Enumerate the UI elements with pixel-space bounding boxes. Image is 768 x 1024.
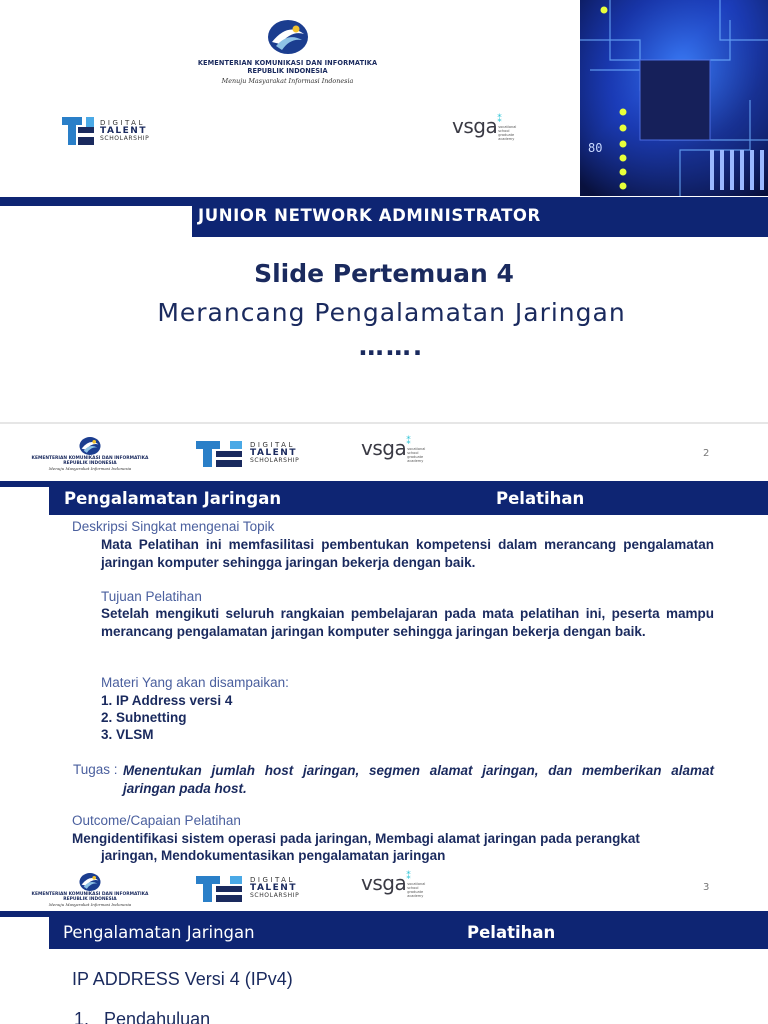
kominfo-country: REPUBLIK INDONESIA bbox=[63, 897, 117, 902]
materials-label: Materi Yang akan disampaikan: bbox=[101, 675, 289, 690]
vsga-tagline: vocational school graduate academy bbox=[407, 882, 426, 898]
dts-emblem-icon bbox=[194, 872, 246, 904]
kominfo-logo bbox=[30, 872, 150, 907]
outcome-label: Outcome/Capaian Pelatihan bbox=[72, 813, 241, 828]
dts-emblem-icon bbox=[60, 113, 96, 149]
vsga-word: vsga bbox=[452, 114, 498, 138]
vsga-spark-icon: ⁑ bbox=[406, 437, 411, 447]
vsga-word: vsga bbox=[361, 871, 407, 895]
slide-header-bar bbox=[0, 911, 768, 949]
digital-talent-logo bbox=[194, 437, 299, 469]
header-topic: Pengalamatan Jaringan bbox=[64, 489, 282, 508]
outcome-line1: Mengidentifikasi sistem operasi pada jaringan, Membagi alamat jaringan pada perangkat bbox=[72, 831, 640, 846]
goal-label: Tujuan Pelatihan bbox=[101, 589, 202, 604]
page-number: 3 bbox=[703, 882, 710, 893]
task-text: Menentukan jumlah host jaringan, segmen alamat jaringan, dan memberikan alamat jaringan pada host. bbox=[123, 763, 714, 796]
slide-header-bar bbox=[0, 481, 768, 515]
slide-separator bbox=[0, 422, 768, 424]
kominfo-tagline: Menuju Masyarakat Informasi Indonesia bbox=[221, 77, 354, 85]
dts-line2: TALENT bbox=[250, 883, 297, 893]
section-heading: IP ADDRESS Versi 4 (IPv4) bbox=[72, 969, 293, 989]
slide-ellipsis: ……. bbox=[358, 332, 425, 361]
vsga-logo bbox=[361, 438, 429, 463]
kominfo-name: KEMENTERIAN KOMUNIKASI DAN INFORMATIKA bbox=[197, 59, 378, 67]
kominfo-name: KEMENTERIAN KOMUNIKASI DAN INFORMATIKA bbox=[31, 892, 149, 897]
kominfo-logo bbox=[30, 436, 150, 471]
header-section: Pelatihan bbox=[467, 923, 556, 942]
kominfo-country: REPUBLIK INDONESIA bbox=[63, 461, 117, 466]
dts-line2: TALENT bbox=[100, 126, 147, 136]
dts-line3: SCHOLARSHIP bbox=[250, 892, 300, 899]
header-section: Pelatihan bbox=[496, 489, 585, 508]
dts-line2: TALENT bbox=[250, 448, 297, 458]
vsga-logo bbox=[452, 116, 520, 141]
dts-emblem-icon bbox=[194, 437, 246, 469]
slide-subtitle: Merancang Pengalamatan Jaringan bbox=[157, 298, 626, 327]
dts-line1: DIGITAL bbox=[100, 119, 145, 127]
kominfo-logo bbox=[190, 18, 385, 85]
digital-talent-logo bbox=[194, 872, 299, 904]
material-item: 2. Subnetting bbox=[101, 710, 187, 725]
training-overview-slide bbox=[0, 426, 768, 866]
kominfo-tagline: Menuju Masyarakat Informasi Indonesia bbox=[48, 466, 132, 471]
dts-line3: SCHOLARSHIP bbox=[100, 135, 150, 142]
vsga-word: vsga bbox=[361, 436, 407, 460]
vsga-spark-icon: ⁑ bbox=[497, 115, 502, 125]
goal-text: Setelah mengikuti seluruh rangkaian pembelajaran pada mata pelatihan ini, peserta mampu merancang pengalamatan jaringan komputer sehingga jaringan bekerja dengan baik. bbox=[101, 606, 714, 639]
slide-title: Slide Pertemuan 4 bbox=[254, 259, 514, 288]
page-number: 2 bbox=[703, 448, 710, 459]
title-slide bbox=[0, 0, 768, 420]
kominfo-name: KEMENTERIAN KOMUNIKASI DAN INFORMATIKA bbox=[31, 456, 149, 461]
kominfo-tagline: Menuju Masyarakat Informasi Indonesia bbox=[48, 902, 132, 907]
digital-talent-logo bbox=[60, 113, 149, 149]
vsga-tagline: vocational school graduate academy bbox=[498, 125, 517, 141]
kominfo-seal-icon bbox=[266, 18, 310, 56]
circuit-board-image bbox=[580, 0, 768, 196]
task-label: Tugas : bbox=[73, 762, 118, 777]
kominfo-seal-icon bbox=[77, 436, 103, 456]
kominfo-seal-icon bbox=[77, 872, 103, 892]
vsga-tagline: vocational school graduate academy bbox=[407, 447, 426, 463]
svg-text:80: 80 bbox=[588, 141, 603, 155]
dts-line1: DIGITAL bbox=[250, 876, 295, 884]
outcome-line2: jaringan, Mendokumentasikan pengalamatan jaringan bbox=[101, 848, 446, 863]
ipv4-slide bbox=[0, 868, 768, 1024]
program-title: JUNIOR NETWORK ADMINISTRATOR bbox=[198, 206, 541, 225]
dts-line1: DIGITAL bbox=[250, 441, 295, 449]
material-item: 3. VLSM bbox=[101, 727, 154, 742]
dts-line3: SCHOLARSHIP bbox=[250, 457, 300, 464]
description-text: Mata Pelatihan ini memfasilitasi pembentukan kompetensi dalam merancang pengalamatan jaringan komputer sehingga jaringan bekerja dengan baik. bbox=[101, 537, 714, 570]
section-item: 1. Pendahuluan bbox=[74, 1009, 211, 1024]
program-title-bar bbox=[0, 197, 768, 237]
material-item: 1. IP Address versi 4 bbox=[101, 693, 233, 708]
description-label: Deskripsi Singkat mengenai Topik bbox=[72, 519, 275, 534]
header-topic: Pengalamatan Jaringan bbox=[63, 923, 255, 942]
kominfo-country: REPUBLIK INDONESIA bbox=[247, 67, 328, 75]
vsga-logo bbox=[361, 873, 429, 898]
vsga-spark-icon: ⁑ bbox=[406, 872, 411, 882]
